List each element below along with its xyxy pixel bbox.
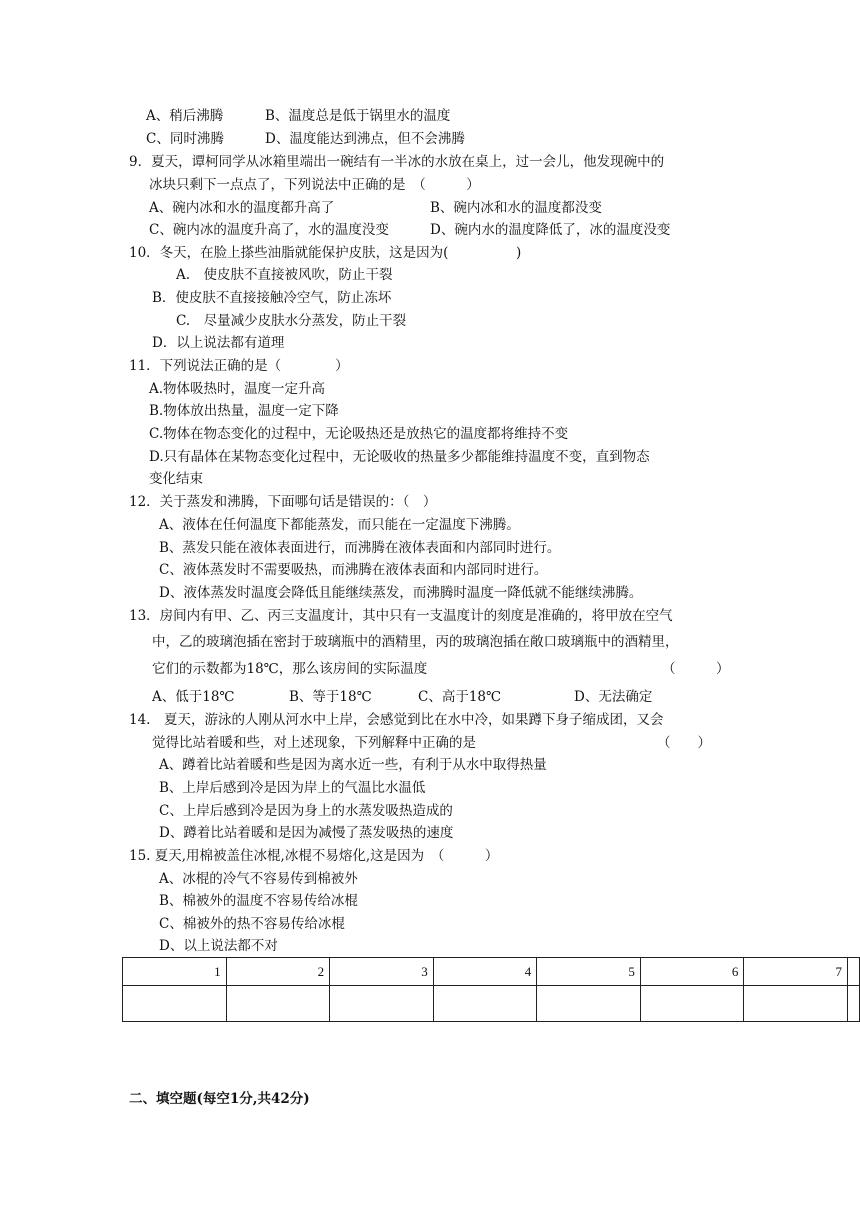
q10-option-d: D．以上说法都有道理 [152, 335, 285, 351]
q9-stem-line1: 9．夏天，谭柯同学从冰箱里端出一碗结有一半冰的水放在桌上，过一会儿，他发现碗中的 [129, 154, 665, 170]
q13-option-a: A、低于18℃ [152, 689, 235, 705]
q10-option-b: B．使皮肤不直接接触冷空气，防止冻坏 [152, 290, 392, 306]
answer-cell-1[interactable] [123, 986, 227, 1022]
q15-option-c: C、棉被外的热不容易传给冰棍 [159, 916, 345, 932]
q9-option-c: C、碗内冰的温度升高了，水的温度没变 [149, 222, 389, 238]
q12-option-b: B、蒸发只能在液体表面进行，而沸腾在液体表面和内部同时进行。 [159, 540, 561, 556]
q10-option-a: A. 使皮肤不直接被风吹，防止干裂 [176, 267, 393, 283]
q13-stem-line1: 13．房间内有甲、乙、丙三支温度计，其中只有一支温度计的刻度是准确的，将甲放在空气 [129, 608, 673, 624]
q12-stem: 12．关于蒸发和沸腾，下面哪句话是错误的：（ ） [129, 494, 437, 510]
q8-option-d: D、温度能达到沸点，但不会沸腾 [265, 131, 465, 147]
answer-table [122, 957, 860, 1022]
answer-header-2: 2 [226, 958, 330, 986]
q9-option-b: B、碗内冰和水的温度都没变 [430, 200, 602, 216]
answer-table-header-row [123, 958, 860, 986]
answer-cell-6[interactable] [640, 986, 744, 1022]
q13-answer-paren: （ ） [662, 661, 730, 677]
q8-option-b: B、温度总是低于锅里水的温度 [265, 108, 451, 124]
answer-table-input-row [123, 986, 860, 1022]
q14-stem-line2: 觉得比站着暖和些，对上述现象，下列解释中正确的是 [152, 735, 476, 751]
q11-stem: 11．下列说法正确的是（ ） [129, 358, 349, 374]
answer-cell-4[interactable] [433, 986, 537, 1022]
q14-stem-line1: 14. 夏天，游泳的人刚从河水中上岸，会感觉到比在水中冷，如果蹲下身子缩成团，又会 [129, 712, 664, 728]
q13-option-d: D、无法确定 [574, 689, 653, 705]
q14-option-b: B、上岸后感到冷是因为岸上的气温比水温低 [159, 780, 426, 796]
q14-option-d: D、蹲着比站着暖和是因为减慢了蒸发吸热的速度 [159, 825, 454, 841]
answer-cell-overflow [847, 986, 859, 1022]
q13-stem-line2: 中，乙的玻璃泡插在密封于玻璃瓶中的酒精里，丙的玻璃泡插在敞口玻璃瓶中的酒精里， [152, 634, 679, 650]
q9-stem-line2: 冰块只剩下一点点了，下列说法中正确的是 （ ） [149, 177, 480, 193]
q12-option-d: D、液体蒸发时温度会降低且能继续蒸发，而沸腾时温度一降低就不能继续沸腾。 [159, 585, 643, 601]
q15-stem: 15. 夏天,用棉被盖住冰棍,冰棍不易熔化,这是因为 （ ） [129, 848, 499, 864]
q11-option-d-line1: D.只有晶体在某物态变化过程中，无论吸收的热量多少都能维持温度不变，直到物态 [149, 449, 650, 465]
q11-option-b: B.物体放出热量，温度一定下降 [149, 403, 339, 419]
q15-option-a: A、冰棍的冷气不容易传到棉被外 [159, 871, 358, 887]
section-2-heading: 二、填空题(每空1分,共42分) [129, 1091, 310, 1107]
q14-answer-paren: （ ） [657, 735, 711, 751]
q9-option-d: D、碗内水的温度降低了，冰的温度没变 [430, 222, 671, 238]
q9-option-a: A、碗内冰和水的温度都升高了 [149, 200, 335, 216]
q15-option-d: D、以上说法都不对 [159, 938, 278, 954]
answer-header-1: 1 [123, 958, 227, 986]
q8-option-c: C、同时沸腾 [146, 131, 224, 147]
answer-cell-2[interactable] [226, 986, 330, 1022]
answer-cell-7[interactable] [744, 986, 848, 1022]
answer-header-overflow [847, 958, 859, 986]
q8-option-a: A、稍后沸腾 [146, 108, 224, 124]
q13-option-b: B、等于18℃ [289, 689, 372, 705]
answer-header-7: 7 [744, 958, 848, 986]
q12-option-a: A、液体在任何温度下都能蒸发，而只能在一定温度下沸腾。 [159, 517, 520, 533]
q15-option-b: B、棉被外的温度不容易传给冰棍 [159, 893, 358, 909]
q10-option-c: C. 尽量减少皮肤水分蒸发，防止干裂 [176, 313, 407, 329]
answer-cell-3[interactable] [330, 986, 434, 1022]
q14-option-c: C、上岸后感到冷是因为身上的水蒸发吸热造成的 [159, 803, 453, 819]
q11-option-d-line2: 变化结束 [149, 471, 203, 487]
answer-header-5: 5 [537, 958, 641, 986]
answer-header-4: 4 [433, 958, 537, 986]
q11-option-a: A.物体吸热时，温度一定升高 [149, 381, 326, 397]
q11-option-c: C.物体在物态变化的过程中，无论吸热还是放热它的温度都将维持不变 [149, 426, 569, 442]
answer-header-3: 3 [330, 958, 434, 986]
q10-stem: 10．冬天，在脸上搽些油脂就能保护皮肤，这是因为( ) [129, 245, 522, 261]
q12-option-c: C、液体蒸发时不需要吸热，而沸腾在液体表面和内部同时进行。 [159, 562, 548, 578]
answer-cell-5[interactable] [537, 986, 641, 1022]
q13-stem-line3: 它们的示数都为18℃，那么该房间的实际温度 [152, 661, 428, 677]
q13-option-c: C、高于18℃ [418, 689, 502, 705]
q14-option-a: A、蹲着比站着暖和些是因为离水近一些，有利于从水中取得热量 [159, 757, 547, 773]
answer-header-6: 6 [640, 958, 744, 986]
